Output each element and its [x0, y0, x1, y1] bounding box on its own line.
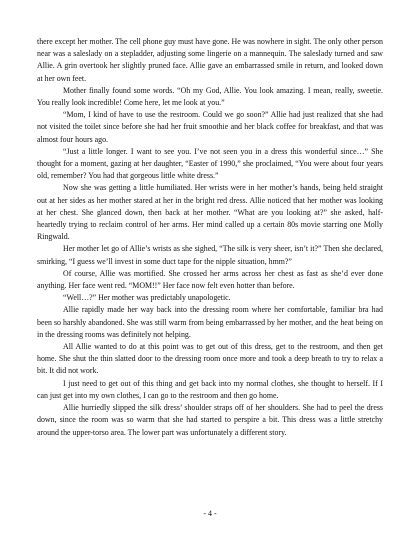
paragraph-3: “Mom, I kind of have to use the restroom. Could we go soon?” Allie had just realized that she had not visited the toilet since before she had her fruit smoothie and her black coffee for breakfast, and that was almost four hours ago.	[37, 110, 383, 144]
document-page	[37, 36, 383, 439]
paragraph-9: Allie rapidly made her way back into the dressing room where her comfortable, familiar bra had been so harshly abandoned. She was still warm from being embarrassed by her mother, and the heat being on in the dressing rooms was definitely not helping.	[37, 305, 383, 339]
paragraph-7: Of course, Allie was mortified. She crossed her arms across her chest as fast as she’d ever done anything. Her face went red. “MOM!!” Her face now felt even hotter than before.	[37, 268, 383, 291]
page-number: - 4 -	[203, 509, 217, 518]
paragraph-1: there except her mother. The cell phone guy must have gone. He was nowhere in sight. The only other person near was a saleslady on a stepladder, adjusting some lingerie on a mannequin. The saleslady turned and saw Allie. A grin overtook her slightly pruned face. Allie gave an embarrassed smile in return, and looked down at her own feet.	[37, 37, 383, 83]
paragraph-4: “Just a little longer. I want to see you. I’ve not seen you in a dress this wonderful since…” She thought for a moment, gazing at her daughter, “Easter of 1990,” she proclaimed, “You were about four years old, remember? You had that gorgeous little white dress.”	[37, 146, 383, 181]
paragraph-8: “Well…?” Her mother was predictably unapologetic.	[63, 293, 231, 303]
paragraph-11: I just need to get out of this thing and get back into my normal clothes, she thought to herself. If I can just get into my own clothes, I can go to the restroom and then go home.	[37, 378, 383, 400]
paragraph-12: Allie hurriedly slipped the silk dress’ shoulder straps off of her shoulders. She had to peel the dress down, since the room was so warm that she had started to perspire a bit. This dress was a little stretchy around the upper-torso area. The lower part was unfortunately a different story.	[37, 403, 383, 437]
paragraph-10: All Allie wanted to do at this point was to get out of this dress, get to the restroom, and then get home. She shut the thin slatted door to the dressing room once more and took a deep breath to try to relax a bit. It did not work.	[37, 342, 383, 376]
paragraph-5: Now she was getting a little humiliated. Her wrists were in her mother’s hands, being held straight out at her sides as her mother stared at her in the bright red dress. Allie noticed that her mother was looking at her chest. She glanced down, then back at her mother. “What are you looking at?” she asked, half-heartedly trying to reclaim control of her arms. Her mind called up a certain 80s movie starring one Molly Ringwald.	[37, 183, 383, 242]
paragraph-2: Mother finally found some words. “Oh my God, Allie. You look amazing. I mean, really, sweetie. You really look incredible! Come here, let me look at you.”	[37, 85, 383, 108]
paragraph-6: Her mother let go of Allie’s wrists as she sighed, “The silk is very sheer, isn’t it?” Then she declared, smirking, “I guess we’ll invest in some duct tape for the nipple situation, hmm?”	[37, 244, 383, 266]
